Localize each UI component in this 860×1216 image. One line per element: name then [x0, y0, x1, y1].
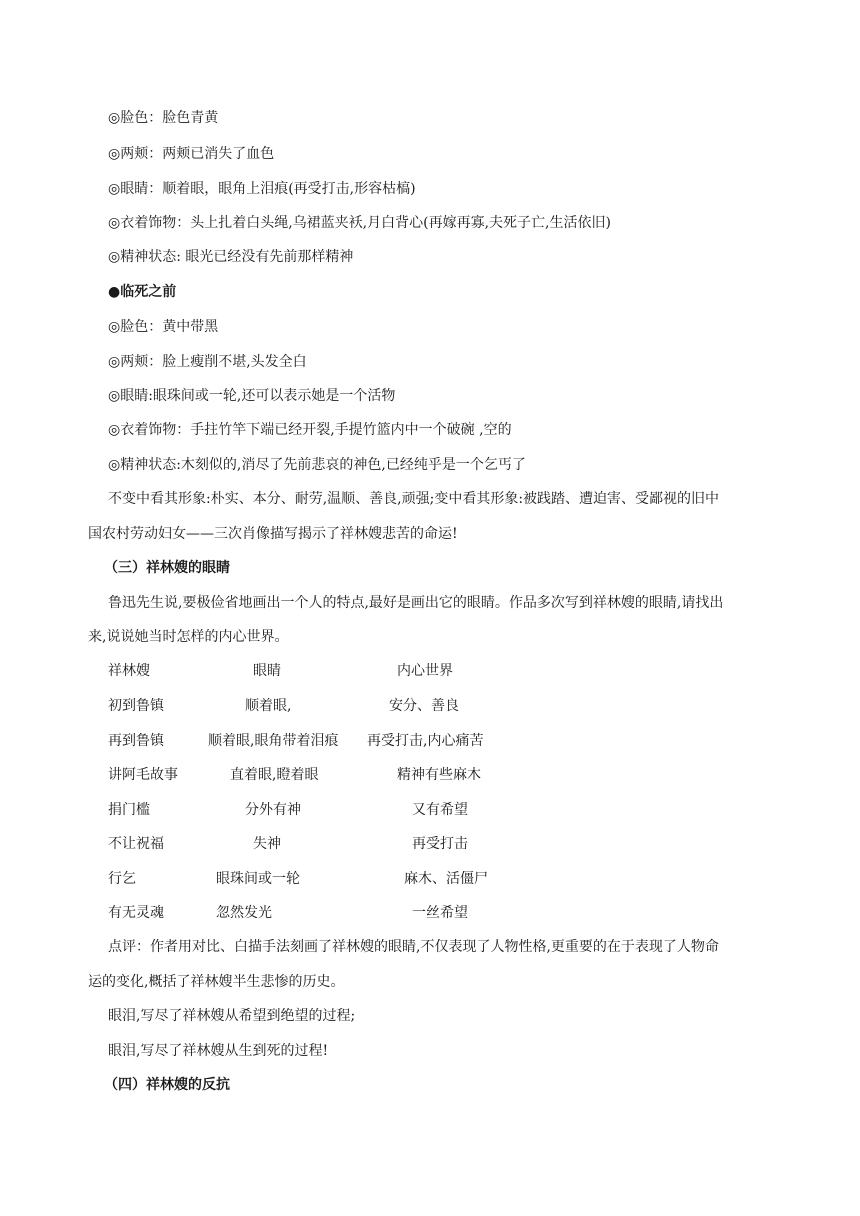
portrait-death-cheeks: ◎两颊：脸上瘦削不堪,头发全白	[108, 354, 307, 370]
table-row-2-eyes: 顺着眼,眼角带着泪痕	[208, 733, 339, 749]
table-row-1-eyes: 顺着眼,	[245, 698, 292, 714]
table-row-5-eyes: 失神	[253, 836, 281, 852]
table-row-7-inner: 一丝希望	[412, 905, 468, 921]
table-row-5-stage: 不让祝福	[108, 836, 164, 852]
summary-line-1: 不变中看其形象:朴实、本分、耐劳,温顺、善良,顽强;变中看其形象:被践踏、遭迫害、受鄙视的旧中	[108, 491, 720, 507]
table-row-3-stage: 讲阿毛故事	[108, 767, 178, 783]
table-row-5-inner: 再受打击	[412, 836, 468, 852]
tears-line-2: 眼泪,写尽了祥林嫂从生到死的过程!	[108, 1043, 329, 1059]
tears-line-1: 眼泪,写尽了祥林嫂从希望到绝望的过程;	[108, 1008, 356, 1024]
portrait-second-clothing: ◎衣着饰物：头上扎着白头绳,乌裙蓝夹袄,月白背心(再嫁再寡,夫死子亡,生活依旧)	[108, 215, 611, 231]
portrait-second-face: ◎脸色：脸色青黄	[108, 110, 219, 126]
portrait-second-spirit: ◎精神状态: 眼光已经没有先前那样精神	[108, 249, 354, 265]
portrait-second-cheeks: ◎两颊：两颊已消失了血色	[108, 146, 275, 162]
table-row-1-inner: 安分、善良	[389, 698, 459, 714]
table-row-4-stage: 捐门槛	[108, 802, 150, 818]
section-3-intro-line-2: 来,说说她当时怎样的内心世界。	[88, 629, 289, 645]
table-row-7-stage: 有无灵魂	[108, 905, 164, 921]
table-row-2-inner: 再受打击,内心痛苦	[367, 733, 484, 749]
summary-line-2: 国农村劳动妇女——三次肖像描写揭示了祥林嫂悲苦的命运!	[88, 526, 458, 542]
comment-line-2: 运的变化,概括了祥林嫂半生悲惨的历史。	[88, 974, 345, 990]
table-row-7-eyes: 忽然发光	[216, 905, 272, 921]
table-row-1-stage: 初到鲁镇	[108, 698, 164, 714]
table-row-4-eyes: 分外有神	[245, 802, 301, 818]
table-row-2-stage: 再到鲁镇	[108, 733, 164, 749]
before-death-heading: ●临死之前	[108, 284, 177, 300]
section-3-heading: （三）祥林嫂的眼睛	[104, 560, 230, 576]
section-4-heading: （四）祥林嫂的反抗	[104, 1077, 230, 1093]
table-row-4-inner: 又有希望	[412, 802, 468, 818]
table-row-6-stage: 行乞	[108, 871, 136, 887]
portrait-death-spirit: ◎精神状态:木刻似的,消尽了先前悲哀的神色,已经纯乎是一个乞丐了	[108, 457, 526, 473]
eyes-table-header-inner: 内心世界	[397, 663, 453, 679]
eyes-table-header-person: 祥林嫂	[108, 663, 150, 679]
table-row-3-eyes: 直着眼,瞪着眼	[230, 767, 319, 783]
comment-line-1: 点评：作者用对比、白描手法刻画了祥林嫂的眼睛,不仅表现了人物性格,更重要的在于表现了人物命	[108, 939, 719, 955]
portrait-second-eyes: ◎眼睛：顺着眼，眼角上泪痕(再受打击,形容枯槁)	[108, 181, 416, 197]
section-3-intro-line-1: 鲁迅先生说,要极俭省地画出一个人的特点,最好是画出它的眼睛。作品多次写到祥林嫂的眼睛,请找出	[108, 595, 724, 611]
portrait-death-face: ◎脸色：黄中带黑	[108, 319, 219, 335]
table-row-6-eyes: 眼珠间或一轮	[216, 871, 300, 887]
portrait-death-eyes: ◎眼睛:眼珠间或一轮,还可以表示她是一个活物	[108, 388, 396, 404]
table-row-6-inner: 麻木、活僵尸	[404, 871, 488, 887]
table-row-3-inner: 精神有些麻木	[397, 767, 481, 783]
portrait-death-clothing: ◎衣着饰物：手拄竹竿下端已经开裂,手提竹篮内中一个破碗 ,空的	[108, 422, 512, 438]
eyes-table-header-eyes: 眼睛	[253, 663, 281, 679]
